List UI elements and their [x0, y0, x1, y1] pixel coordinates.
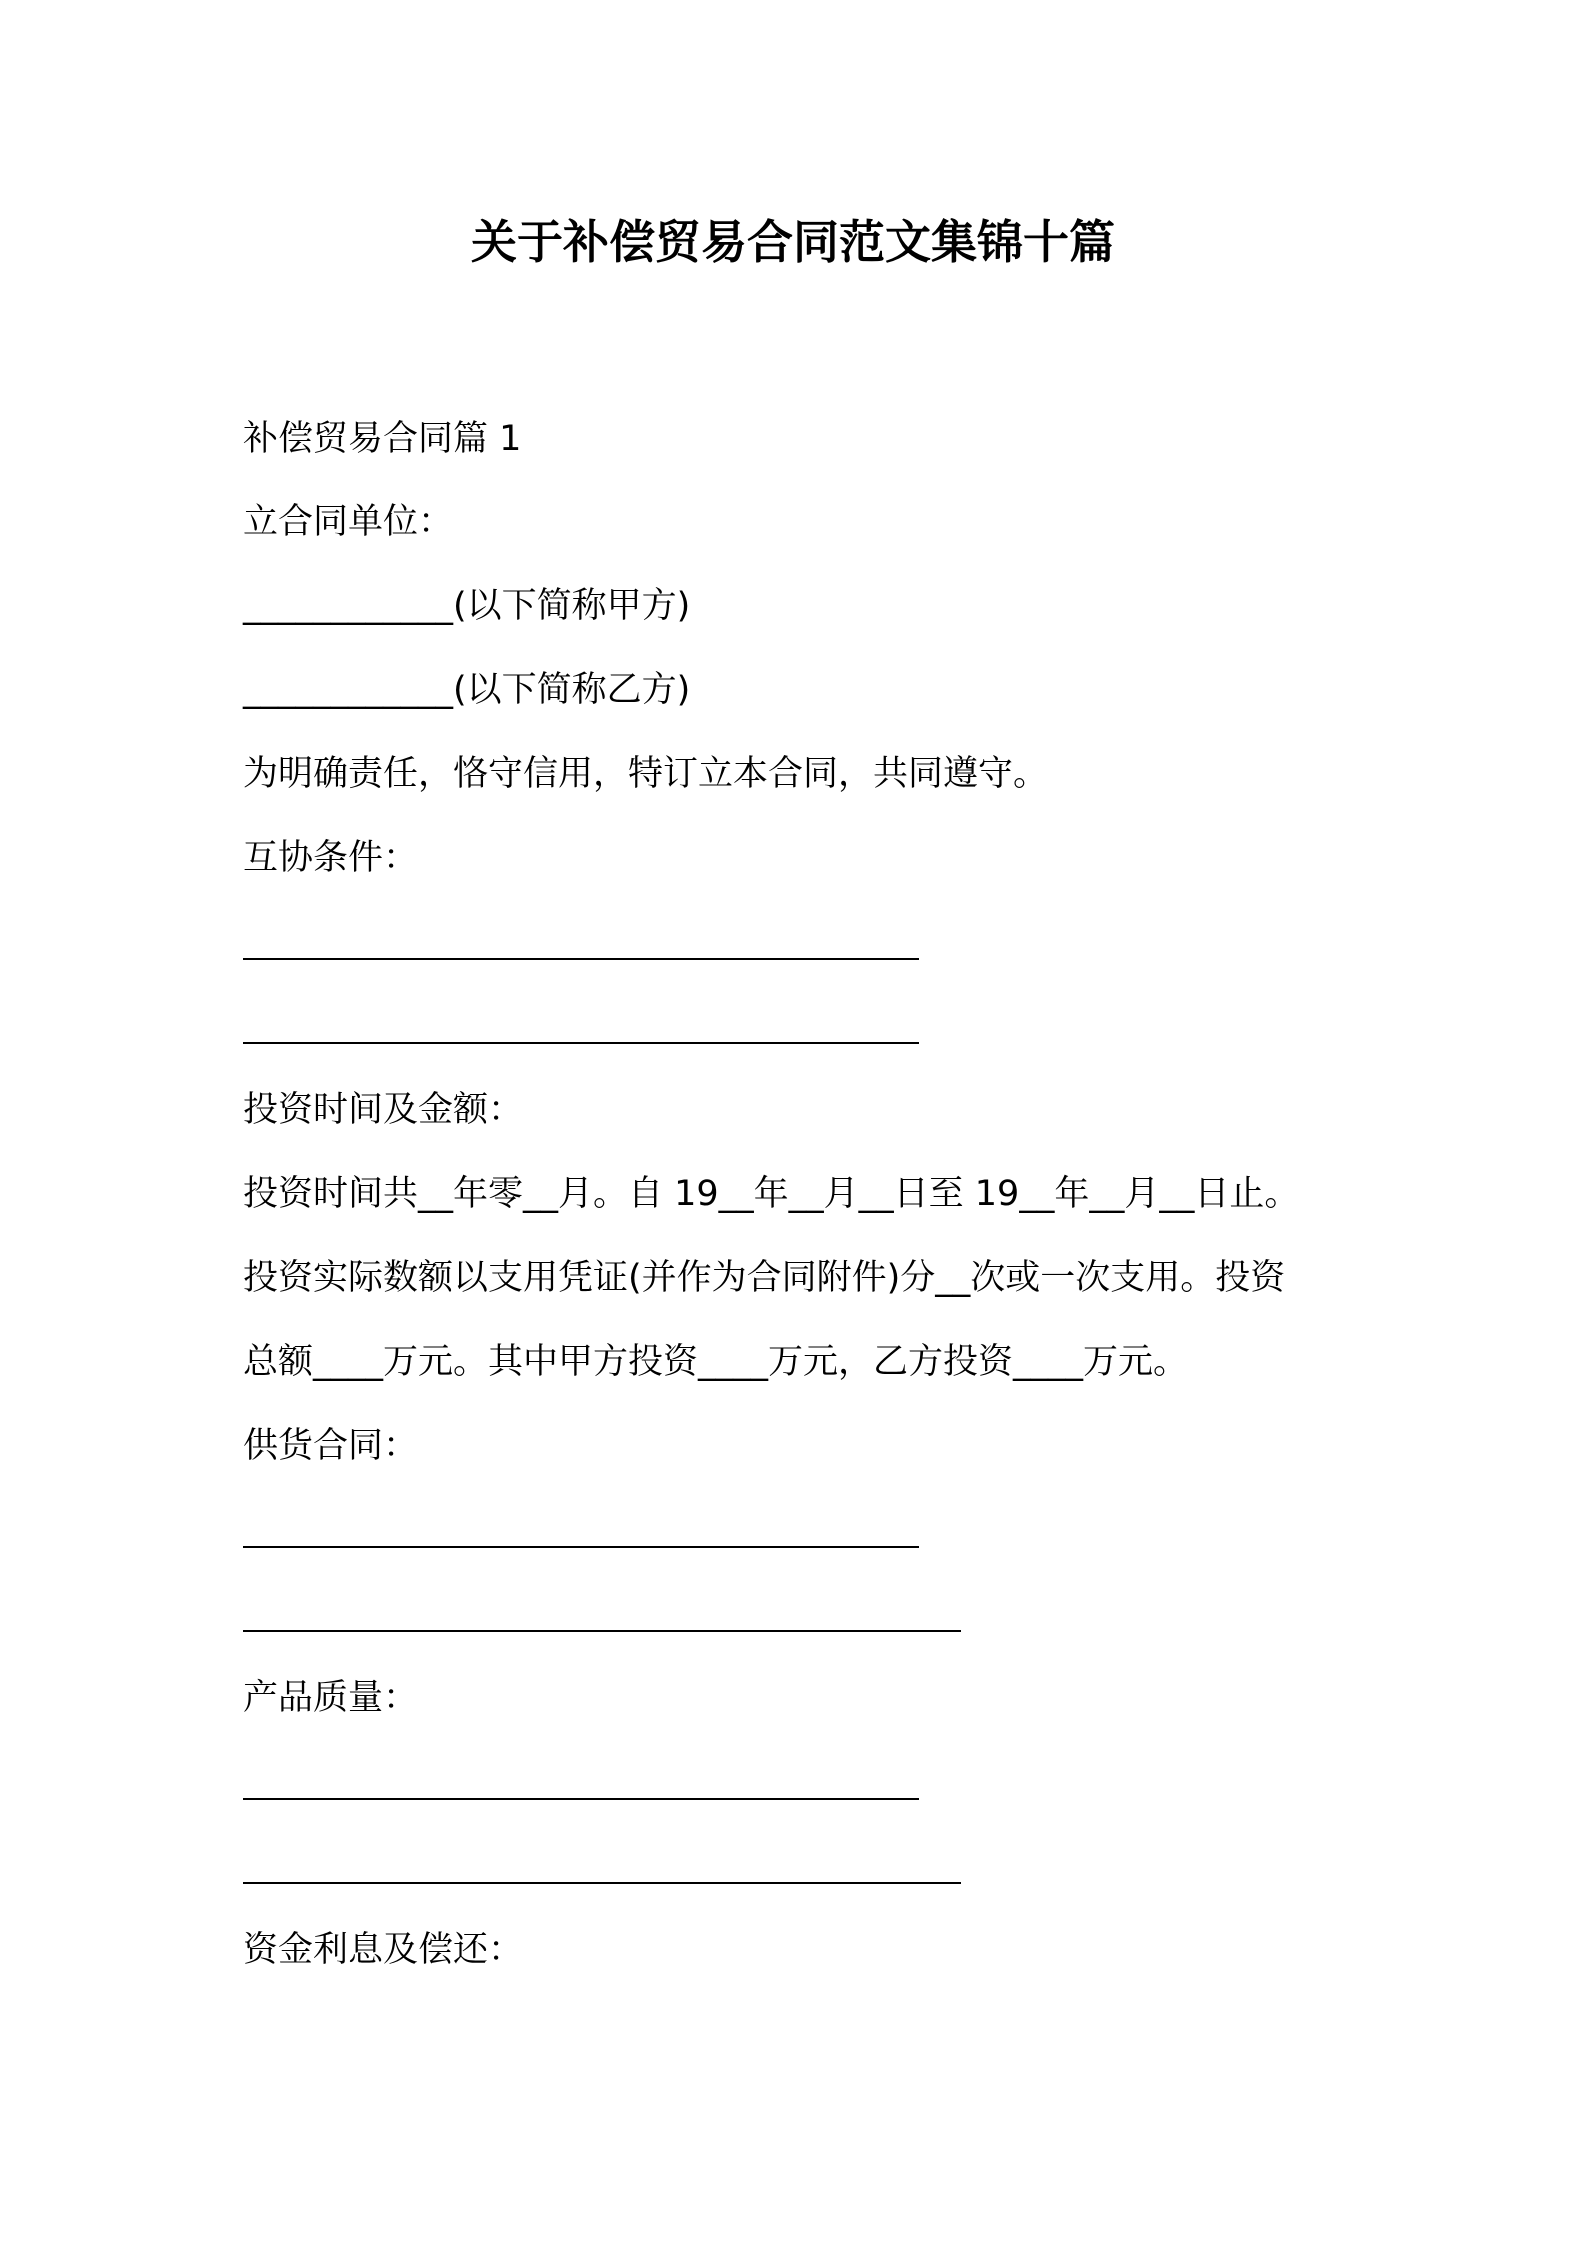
paragraph-line: 投资实际数额以支用凭证(并作为合同附件)分__次或一次支用。投资: [243, 1258, 1286, 1298]
paragraph-line: 供货合同：: [243, 1426, 419, 1466]
paragraph-line: 资金利息及偿还：: [243, 1930, 524, 1970]
paragraph-line: 总额____万元。其中甲方投资____万元，乙方投资____万元。: [243, 1342, 1189, 1382]
section-heading: 补偿贸易合同篇 1: [243, 419, 522, 459]
party-b-line: ____________(以下简称乙方): [243, 670, 691, 710]
blank-line: [243, 958, 919, 960]
party-a-line: ____________(以下简称甲方): [243, 586, 691, 626]
blank-line: [243, 1798, 919, 1800]
blank-line: [243, 1882, 961, 1884]
paragraph-line: 投资时间及金额：: [243, 1090, 524, 1130]
paragraph-line: 投资时间共__年零__月。自 19__年__月__日至 19__年__月__日止。: [243, 1174, 1300, 1214]
document-title: 关于补偿贸易合同范文集锦十篇: [471, 215, 1115, 269]
paragraph-line: 产品质量：: [243, 1678, 419, 1718]
paragraph-line: 为明确责任，恪守信用，特订立本合同，共同遵守。: [243, 754, 1049, 794]
blank-line: [243, 1042, 919, 1044]
paragraph-line: 立合同单位：: [243, 502, 454, 542]
paragraph-line: 互协条件：: [243, 838, 419, 878]
blank-line: [243, 1546, 919, 1548]
blank-line: [243, 1630, 961, 1632]
